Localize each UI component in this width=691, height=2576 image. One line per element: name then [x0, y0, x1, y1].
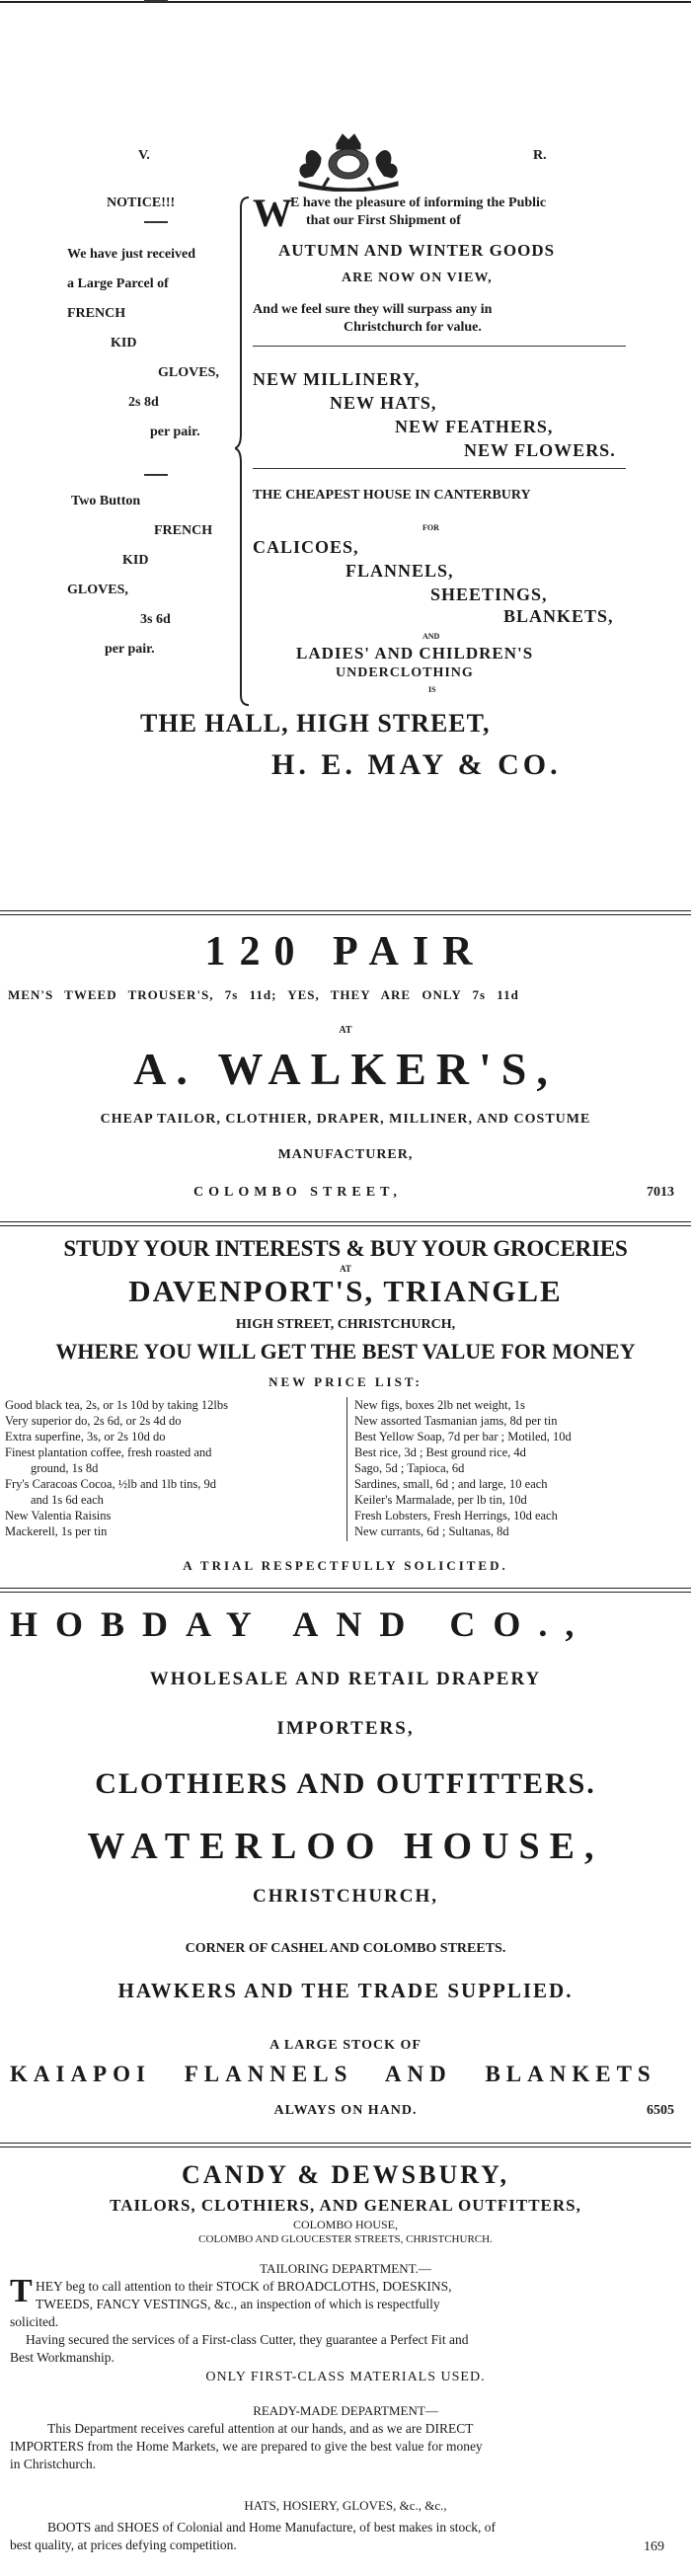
price-item: Good black tea, 2s, or 1s 10d by taking 12lbs — [5, 1398, 229, 1412]
price-item: Mackerell, 1s per tin — [5, 1524, 108, 1538]
walker-manufacturer: MANUFACTURER, — [277, 1147, 414, 1162]
candy-text: HEY beg to call attention to their STOCK of BROADCLOTHS, DOESKINS, — [36, 2279, 452, 2294]
offer-price: 2s 8d — [128, 395, 159, 410]
hobday-clothiers: CLOTHIERS AND OUTFITTERS. — [95, 1767, 596, 1800]
always-on-hand: ALWAYS ON HAND. — [273, 2103, 418, 2118]
on-view: ARE NOW ON VIEW, — [342, 271, 493, 285]
walker-street: COLOMBO STREET, — [193, 1185, 402, 1200]
candy-text: BOOTS and SHOES of Colonial and Home Manufacture, of best makes in stock, of — [47, 2520, 497, 2535]
flannels: FLANNELS, — [346, 561, 454, 581]
candy-text: solicited. — [10, 2314, 59, 2329]
surpass-line: Christchurch for value. — [344, 320, 482, 335]
intro-line: E have the pleasure of informing the Public — [290, 195, 547, 210]
price-item: and 1s 6d each — [31, 1493, 104, 1507]
candy-text: Having secured the services of a First-class Cutter, they guarantee a Perfect Fit and — [26, 2332, 469, 2347]
offer-line: a Large Parcel of — [67, 276, 169, 291]
ready-made-dept: READY-MADE DEPARTMENT— — [253, 2403, 438, 2418]
column-divider — [346, 1397, 347, 1541]
offer-line: GLOVES, — [158, 365, 219, 380]
price-item: Finest plantation coffee, fresh roasted and — [5, 1445, 212, 1459]
walker-trades: CHEAP TAILOR, CLOTHIER, DRAPER, MILLINER, AND COSTUME — [100, 1112, 591, 1127]
davenport-address: HIGH STREET, CHRISTCHURCH, — [235, 1317, 456, 1332]
hobday-importers: IMPORTERS, — [276, 1718, 415, 1739]
tailoring-dept: TAILORING DEPARTMENT.— — [260, 2261, 431, 2276]
section-divider — [253, 346, 626, 347]
price-item: New figs, boxes 2lb net weight, 1s — [354, 1398, 525, 1412]
candy-house: COLOMBO HOUSE, — [292, 2218, 398, 2231]
large-stock: A LARGE STOCK OF — [269, 2038, 422, 2053]
ladies-children: LADIES' AND CHILDREN'S — [296, 644, 534, 663]
price-item: ground, 1s 8d — [31, 1461, 99, 1475]
hobday-corner: CORNER OF CASHEL AND COLOMBO STREETS. — [185, 1941, 506, 1956]
materials-line: ONLY FIRST-CLASS MATERIALS USED. — [205, 2370, 486, 2384]
candy-number: 169 — [644, 2539, 664, 2554]
hall-address: THE HALL, HIGH STREET, — [140, 709, 491, 738]
price-item: Best Yellow Soap, 7d per bar ; Motiled, 10d — [354, 1430, 572, 1444]
surpass-line: And we feel sure they will surpass any in — [253, 302, 493, 317]
is-label: IS — [428, 685, 436, 694]
candy-name: CANDY & DEWSBURY, — [181, 2160, 510, 2189]
offer-line: per pair. — [105, 642, 155, 657]
candy-tailors: TAILORS, CLOTHIERS, AND GENERAL OUTFITTERS, — [110, 2196, 581, 2215]
autumn-goods: AUTUMN AND WINTER GOODS — [278, 241, 556, 260]
offer-line: We have just received — [67, 247, 195, 262]
rule — [0, 1221, 691, 1226]
price-item: Fry's Caracoas Cocoa, ½lb and 1lb tins, 9d — [5, 1477, 217, 1491]
candy-drop-cap: T — [10, 2273, 33, 2309]
new-millinery: NEW MILLINERY, — [253, 369, 421, 389]
new-flowers: NEW FLOWERS. — [464, 440, 616, 460]
royal-crest-icon — [260, 130, 437, 192]
candy-text: TWEEDS, FANCY VESTINGS, &c., an inspection of which is respectfully — [36, 2297, 440, 2311]
sheetings: SHEETINGS, — [430, 585, 548, 604]
price-item: Fresh Lobsters, Fresh Herrings, 10d each — [354, 1509, 558, 1522]
section-divider — [253, 468, 626, 469]
price-column-right — [354, 1397, 686, 1539]
kaiapoi-line: KAIAPOI FLANNELS AND BLANKETS — [10, 2062, 656, 2086]
intro-drop-cap: W — [253, 191, 292, 235]
price-item: New assorted Tasmanian jams, 8d per tin — [354, 1414, 558, 1428]
glove-offer-2 — [59, 494, 237, 658]
candy-text: in Christchurch. — [10, 2457, 96, 2471]
price-item: Sago, 5d ; Tapioca, 6d — [354, 1461, 465, 1475]
hobday-city: CHRISTCHURCH, — [252, 1886, 439, 1907]
divider-dash — [144, 474, 168, 476]
at-label: AT — [340, 1264, 351, 1274]
candy-text: best quality, at prices defying competition. — [10, 2537, 237, 2552]
cheapest-house: THE CHEAPEST HOUSE IN CANTERBURY — [253, 488, 531, 503]
offer-line: per pair. — [150, 425, 200, 439]
candy-text: IMPORTERS from the Home Markets, we are prepared to give the best value for money — [10, 2439, 483, 2454]
waterloo-house: WATERLOO HOUSE, — [87, 1826, 604, 1867]
candy-streets: COLOMBO AND GLOUCESTER STREETS, CHRISTCHURCH. — [198, 2233, 493, 2245]
rule — [0, 1588, 691, 1593]
walker-number: 7013 — [647, 1185, 674, 1200]
trousers-line: MEN'S TWEED TROUSER'S, 7s 11d; YES, THEY ARE ONLY 7s 11d — [8, 987, 519, 1002]
hobday-hawkers: HAWKERS AND THE TRADE SUPPLIED. — [117, 1979, 574, 2002]
new-hats: NEW HATS, — [330, 393, 437, 413]
price-item: New Valentia Raisins — [5, 1509, 112, 1522]
price-item: Very superior do, 2s 6d, or 2s 4d do — [5, 1414, 182, 1428]
firm-name: H. E. MAY & CO. — [271, 748, 562, 781]
offer-line: FRENCH — [67, 306, 126, 321]
candy-text: Best Workmanship. — [10, 2350, 115, 2365]
divider-dash — [144, 221, 168, 223]
price-item: Extra superfine, 3s, or 2s 10d do — [5, 1430, 166, 1444]
walker-heading: 120 PAIR — [204, 929, 487, 975]
walker-name: A. WALKER'S, — [133, 1044, 558, 1094]
and-label: AND — [422, 632, 440, 641]
price-item: New currants, 6d ; Sultanas, 8d — [354, 1524, 509, 1538]
calicoes: CALICOES, — [253, 537, 359, 557]
blankets: BLANKETS, — [503, 606, 614, 626]
intro-line: that our First Shipment of — [306, 213, 461, 228]
new-feathers: NEW FEATHERS, — [395, 417, 554, 436]
offer-line: KID — [111, 336, 137, 351]
trial-line: A TRIAL RESPECTFULLY SOLICITED. — [183, 1558, 508, 1573]
where-heading: WHERE YOU WILL GET THE BEST VALUE FOR MONEY — [55, 1339, 636, 1364]
davenport-name: DAVENPORT'S, TRIANGLE — [128, 1274, 563, 1308]
price-column-left — [5, 1397, 341, 1539]
hobday-name: HOBDAY AND CO., — [10, 1604, 592, 1644]
price-item: Sardines, small, 6d ; and large, 10 each — [354, 1477, 548, 1491]
price-list-heading: NEW PRICE LIST: — [269, 1374, 422, 1389]
brace-icon — [235, 195, 251, 709]
price-item: Best rice, 3d ; Best ground rice, 4d — [354, 1445, 526, 1459]
rule — [0, 910, 691, 915]
offer-line: FRENCH — [154, 523, 213, 538]
hobday-wholesale: WHOLESALE AND RETAIL DRAPERY — [149, 1669, 542, 1689]
underclothing: UNDERCLOTHING — [336, 665, 474, 680]
glove-offer-1 — [59, 247, 237, 440]
study-heading: STUDY YOUR INTERESTS & BUY YOUR GROCERIES — [63, 1236, 628, 1261]
notice-heading: NOTICE!!! — [107, 195, 176, 210]
rule — [0, 2143, 691, 2147]
offer-price: 3s 6d — [140, 612, 171, 627]
for-label: FOR — [422, 523, 439, 532]
top-rule — [0, 1, 691, 3]
at-label: AT — [339, 1025, 352, 1036]
crest-right-letter: R. — [533, 148, 547, 163]
crest-left-letter: V. — [138, 148, 150, 163]
hobday-number: 6505 — [647, 2103, 674, 2118]
candy-text: This Department receives careful attention at our hands, and as we are DIRECT — [47, 2421, 474, 2436]
offer-line: GLOVES, — [67, 583, 128, 597]
price-item: Keiler's Marmalade, per lb tin, 10d — [354, 1493, 527, 1507]
offer-line: Two Button — [71, 494, 141, 508]
hats-hosiery: HATS, HOSIERY, GLOVES, &c., &c., — [244, 2498, 447, 2513]
offer-line: KID — [122, 553, 149, 568]
